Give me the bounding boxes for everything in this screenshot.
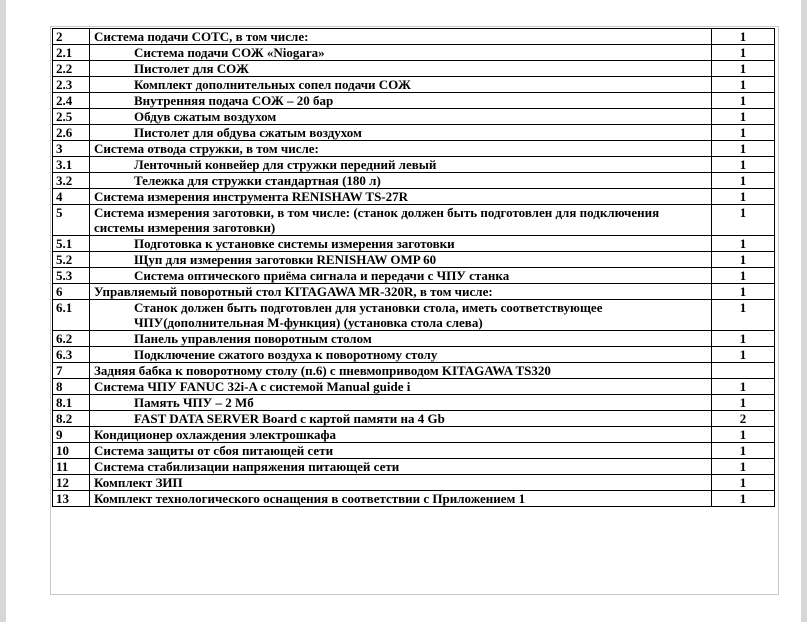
table-row bbox=[53, 475, 775, 491]
item-quantity bbox=[712, 363, 775, 379]
table-row bbox=[53, 189, 775, 205]
item-quantity: 1 bbox=[712, 475, 775, 491]
equipment-table bbox=[52, 28, 775, 507]
item-quantity: 1 bbox=[712, 284, 775, 300]
item-quantity: 1 bbox=[712, 443, 775, 459]
item-quantity: 1 bbox=[712, 379, 775, 395]
table-row bbox=[53, 395, 775, 411]
table-row bbox=[53, 141, 775, 157]
equipment-table-body bbox=[53, 29, 775, 507]
item-description: Задняя бабка к поворотному столу (п.6) с пневмоприводом KITAGAWA TS320 bbox=[90, 363, 712, 379]
item-quantity: 1 bbox=[712, 61, 775, 77]
item-number: 2 bbox=[53, 29, 90, 45]
item-quantity: 1 bbox=[712, 141, 775, 157]
item-quantity: 1 bbox=[712, 347, 775, 363]
item-quantity: 1 bbox=[712, 93, 775, 109]
item-quantity: 1 bbox=[712, 109, 775, 125]
item-description: Подготовка к установке системы измерения заготовки bbox=[90, 236, 712, 252]
item-number: 2.1 bbox=[53, 45, 90, 61]
table-row bbox=[53, 379, 775, 395]
item-number: 6.3 bbox=[53, 347, 90, 363]
item-description: Система защиты от сбоя питающей сети bbox=[90, 443, 712, 459]
item-number: 5.1 bbox=[53, 236, 90, 252]
item-quantity: 1 bbox=[712, 459, 775, 475]
table-row bbox=[53, 125, 775, 141]
table-row bbox=[53, 284, 775, 300]
item-description: Панель управления поворотным столом bbox=[90, 331, 712, 347]
table-row bbox=[53, 363, 775, 379]
item-quantity: 1 bbox=[712, 427, 775, 443]
item-number: 5.2 bbox=[53, 252, 90, 268]
item-quantity: 1 bbox=[712, 45, 775, 61]
item-number: 5 bbox=[53, 205, 90, 236]
item-quantity: 1 bbox=[712, 268, 775, 284]
item-quantity: 1 bbox=[712, 125, 775, 141]
item-number: 4 bbox=[53, 189, 90, 205]
item-number: 6 bbox=[53, 284, 90, 300]
item-description: Подключение сжатого воздуха к поворотному столу bbox=[90, 347, 712, 363]
item-description: Управляемый поворотный стол KITAGAWA MR-320R, в том числе: bbox=[90, 284, 712, 300]
item-number: 2.4 bbox=[53, 93, 90, 109]
item-number: 13 bbox=[53, 491, 90, 507]
item-description: Система отвода стружки, в том числе: bbox=[90, 141, 712, 157]
table-row bbox=[53, 459, 775, 475]
item-description: Кондиционер охлаждения электрошкафа bbox=[90, 427, 712, 443]
item-description: Память ЧПУ – 2 Мб bbox=[90, 395, 712, 411]
table-row bbox=[53, 347, 775, 363]
table-row bbox=[53, 268, 775, 284]
item-quantity: 1 bbox=[712, 157, 775, 173]
item-number: 11 bbox=[53, 459, 90, 475]
item-description: Система ЧПУ FANUC 32i-A с системой Manual guide i bbox=[90, 379, 712, 395]
item-description: Внутренняя подача СОЖ – 20 бар bbox=[90, 93, 712, 109]
table-row bbox=[53, 77, 775, 93]
item-quantity: 1 bbox=[712, 189, 775, 205]
item-number: 6.2 bbox=[53, 331, 90, 347]
table-row bbox=[53, 491, 775, 507]
item-quantity: 1 bbox=[712, 77, 775, 93]
item-number: 3.2 bbox=[53, 173, 90, 189]
item-quantity: 1 bbox=[712, 252, 775, 268]
item-number: 2.6 bbox=[53, 125, 90, 141]
item-description: Станок должен быть подготовлен для установки стола, иметь соответствующее ЧПУ(дополнительная М-функция) (установка стола слева) bbox=[90, 300, 712, 331]
table-row bbox=[53, 331, 775, 347]
item-number: 5.3 bbox=[53, 268, 90, 284]
table-row bbox=[53, 252, 775, 268]
item-description: Система стабилизации напряжения питающей сети bbox=[90, 459, 712, 475]
item-quantity: 1 bbox=[712, 173, 775, 189]
item-number: 7 bbox=[53, 363, 90, 379]
item-number: 9 bbox=[53, 427, 90, 443]
item-quantity: 1 bbox=[712, 300, 775, 331]
item-number: 10 bbox=[53, 443, 90, 459]
table-row bbox=[53, 443, 775, 459]
document-page bbox=[6, 0, 801, 622]
item-quantity: 1 bbox=[712, 236, 775, 252]
item-description: Щуп для измерения заготовки RENISHAW OMP 60 bbox=[90, 252, 712, 268]
table-row bbox=[53, 109, 775, 125]
item-description: Система измерения инструмента RENISHAW TS-27R bbox=[90, 189, 712, 205]
item-number: 2.5 bbox=[53, 109, 90, 125]
table-row bbox=[53, 205, 775, 236]
table-row bbox=[53, 61, 775, 77]
item-description: Ленточный конвейер для стружки передний левый bbox=[90, 157, 712, 173]
item-description: Система оптического приёма сигнала и передачи с ЧПУ станка bbox=[90, 268, 712, 284]
item-number: 8.1 bbox=[53, 395, 90, 411]
item-quantity: 1 bbox=[712, 395, 775, 411]
item-description: Система подачи СОЖ «Niogara» bbox=[90, 45, 712, 61]
item-number: 8.2 bbox=[53, 411, 90, 427]
table-row bbox=[53, 300, 775, 331]
item-number: 8 bbox=[53, 379, 90, 395]
item-description: Пистолет для обдува сжатым воздухом bbox=[90, 125, 712, 141]
table-row bbox=[53, 29, 775, 45]
item-description: Комплект дополнительных сопел подачи СОЖ bbox=[90, 77, 712, 93]
table-row bbox=[53, 236, 775, 252]
item-number: 2.2 bbox=[53, 61, 90, 77]
table-row bbox=[53, 411, 775, 427]
item-description: FAST DATA SERVER Board с картой памяти на 4 Gb bbox=[90, 411, 712, 427]
item-quantity: 2 bbox=[712, 411, 775, 427]
item-quantity: 1 bbox=[712, 29, 775, 45]
item-description: Система подачи СОТС, в том числе: bbox=[90, 29, 712, 45]
item-description: Система измерения заготовки, в том числе: (станок должен быть подготовлен для подключения системы измерения заготовки) bbox=[90, 205, 712, 236]
item-description: Комплект технологического оснащения в соответствии с Приложением 1 bbox=[90, 491, 712, 507]
item-number: 3 bbox=[53, 141, 90, 157]
item-description: Комплект ЗИП bbox=[90, 475, 712, 491]
table-row bbox=[53, 45, 775, 61]
item-description: Пистолет для СОЖ bbox=[90, 61, 712, 77]
item-number: 12 bbox=[53, 475, 90, 491]
table-row bbox=[53, 93, 775, 109]
table-row bbox=[53, 427, 775, 443]
item-quantity: 1 bbox=[712, 205, 775, 236]
item-number: 3.1 bbox=[53, 157, 90, 173]
table-row bbox=[53, 157, 775, 173]
table-row bbox=[53, 173, 775, 189]
item-description: Тележка для стружки стандартная (180 л) bbox=[90, 173, 712, 189]
item-quantity: 1 bbox=[712, 331, 775, 347]
item-quantity: 1 bbox=[712, 491, 775, 507]
item-description: Обдув сжатым воздухом bbox=[90, 109, 712, 125]
item-number: 2.3 bbox=[53, 77, 90, 93]
item-number: 6.1 bbox=[53, 300, 90, 331]
